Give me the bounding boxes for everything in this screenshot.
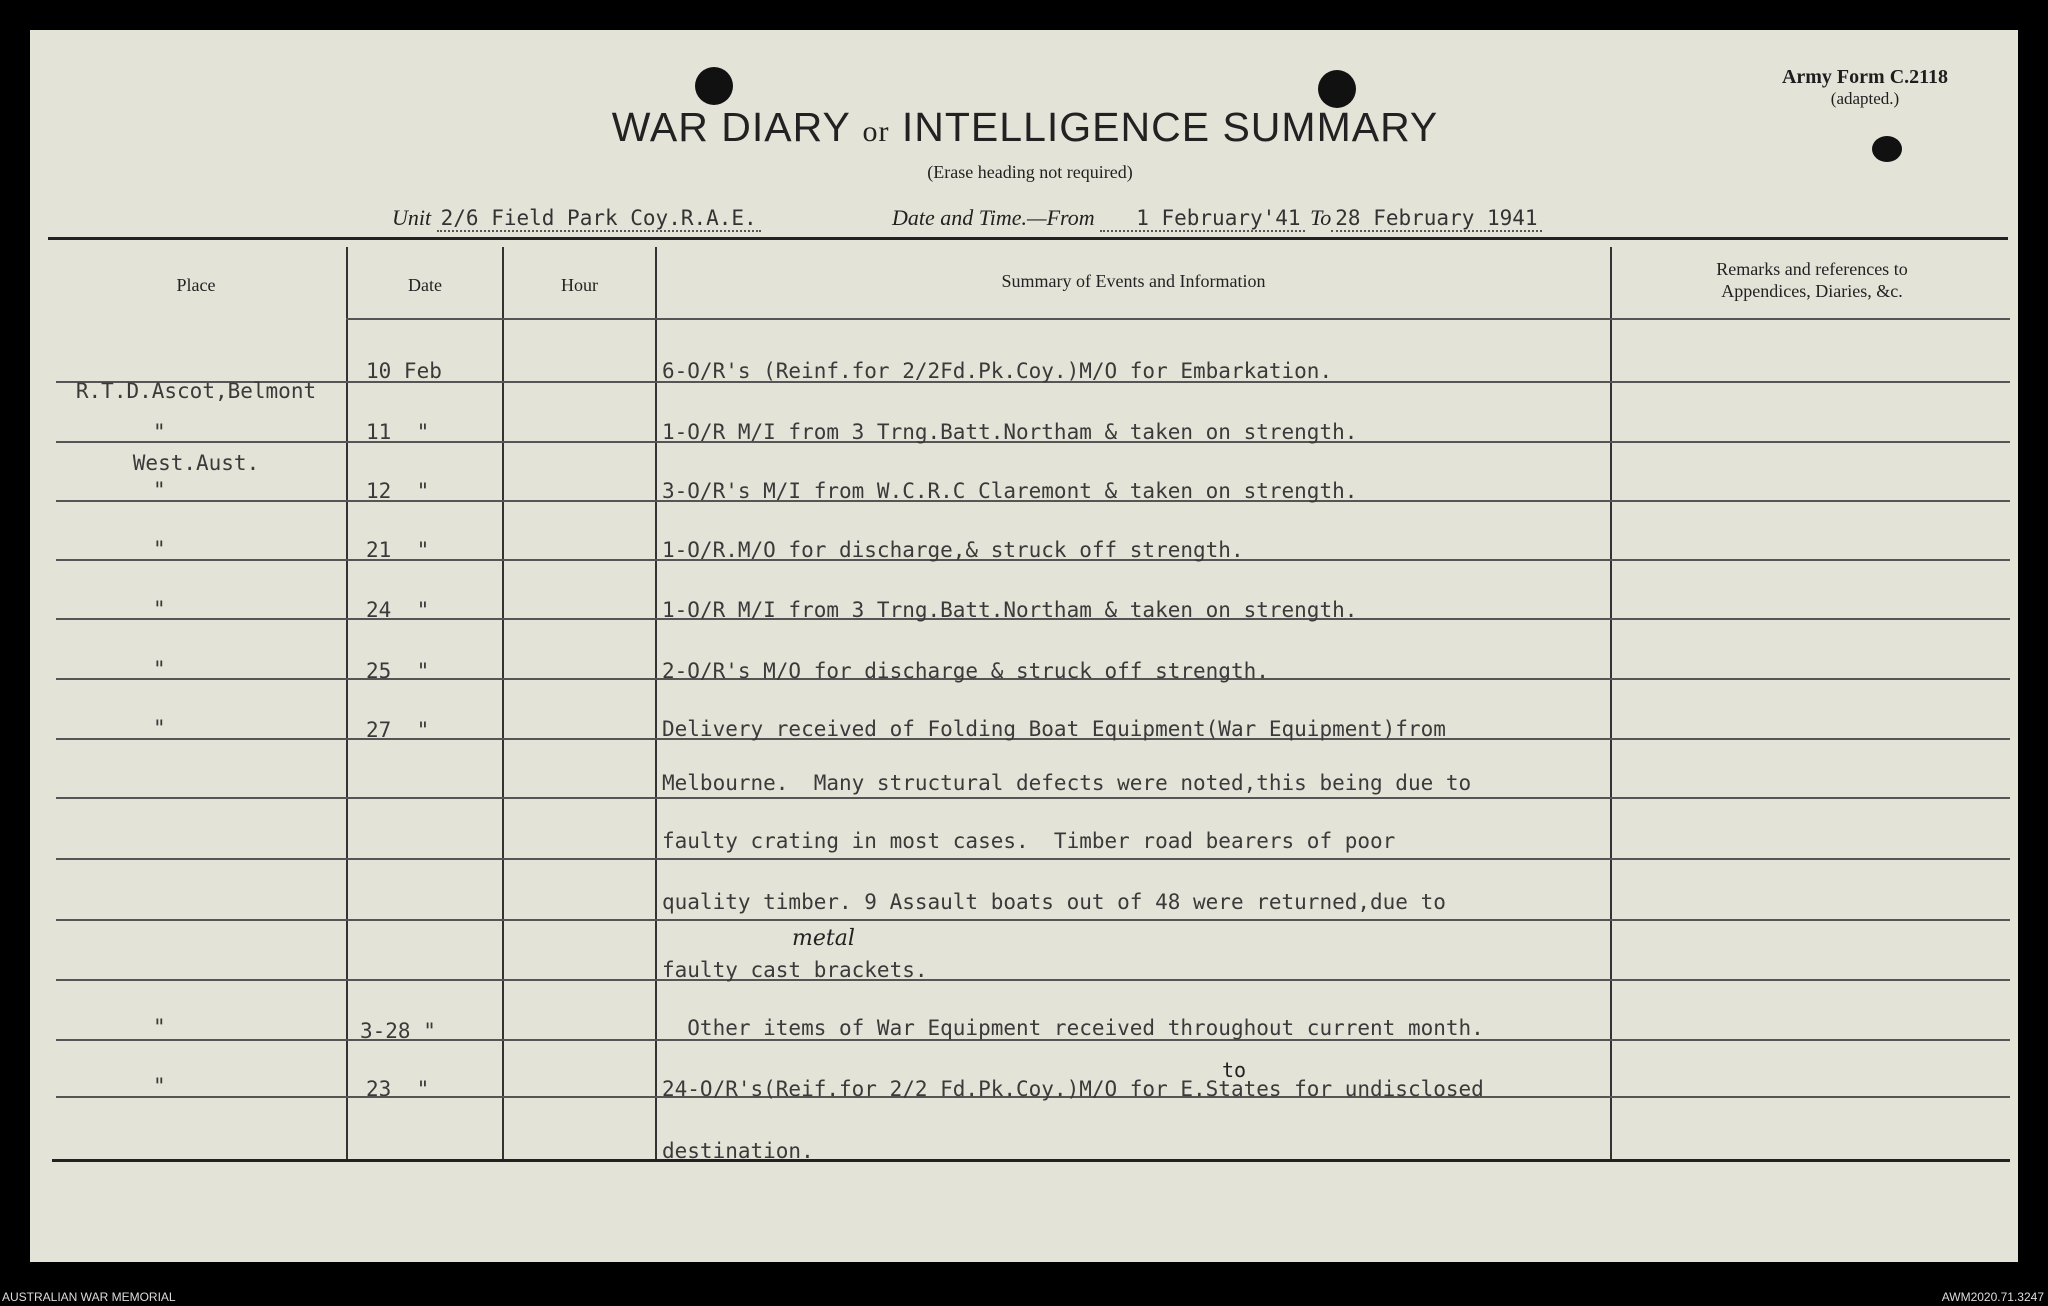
entry-place: " (153, 657, 166, 681)
title-or: or (862, 115, 890, 148)
entry-date: 12 " (366, 479, 430, 503)
entry-summary-line: faulty crating in most cases. Timber road bearers of poor (662, 829, 1396, 853)
page-title (560, 104, 1490, 151)
entry-summary-line: 24-O/R's(Reif.for 2/2 Fd.Pk.Coy.)M/O for E.States for undisclosed (662, 1077, 1484, 1101)
punch-hole-corner (1872, 136, 1902, 162)
date-to-value: 28 February 1941 (1331, 206, 1541, 232)
row-rule (56, 919, 2010, 921)
entry-date: 25 " (366, 659, 430, 683)
entry-date: 21 " (366, 538, 430, 562)
title-war-diary: WAR DIARY (611, 104, 851, 150)
unit-label: Unit (392, 205, 432, 230)
date-label: Date and Time.—From (892, 205, 1095, 230)
entry-place: " (153, 1074, 166, 1098)
entry-place: " (153, 420, 166, 444)
entry-date: 11 " (366, 420, 430, 444)
column-divider (1610, 247, 1612, 1159)
entry-place: " (153, 597, 166, 621)
entry-summary-line: quality timber. 9 Assault boats out of 48 were returned,due to (662, 890, 1446, 914)
entry-place-line2: West.Aust. (132, 451, 260, 475)
entry-summary-line: Melbourne. Many structural defects were noted,this being due to (662, 771, 1472, 795)
entry-summary: 1-O/R M/I from 3 Trng.Batt.Northam & taken on strength. (662, 420, 1358, 444)
entry-summary-line: destination. (662, 1139, 814, 1163)
column-header-place: Place (176, 275, 216, 295)
entry-date: 23 " (366, 1077, 430, 1101)
entry-summary: 2-O/R's M/O for discharge & struck off strength. (662, 659, 1269, 683)
column-header-summary: Summary of Events and Information (1001, 271, 1266, 291)
date-from-value: 1 February'41 (1100, 206, 1304, 232)
row-rule (56, 797, 2010, 799)
form-number (1740, 66, 1990, 110)
column-header-date: Date (408, 275, 442, 295)
remarks-header-line1: Remarks and references to (1716, 259, 1908, 279)
unit-value: 2/6 Field Park Coy.R.A.E. (437, 206, 761, 232)
row-rule (56, 979, 2010, 981)
date-range-line (892, 205, 1542, 231)
punch-hole-right (1318, 70, 1356, 108)
form-number-text: Army Form C.2118 (1781, 66, 1949, 88)
entry-date: 10 Feb (366, 359, 442, 383)
footer-catalogue-id: AWM2020.71.3247 (1941, 1290, 2044, 1304)
entry-place: " (153, 478, 166, 502)
page-subtitle: (Erase heading not required) (927, 162, 1133, 182)
title-intelligence-summary: INTELLIGENCE SUMMARY (901, 104, 1439, 150)
table-top-rule (48, 237, 2008, 240)
row-rule (56, 858, 2010, 860)
entry-summary: 1-O/R M/I from 3 Trng.Batt.Northam & taken on strength. (662, 598, 1358, 622)
entry-summary-line: Delivery received of Folding Boat Equipment(War Equipment)from (662, 717, 1446, 741)
column-header-hour: Hour (561, 275, 598, 295)
table-bottom-rule (52, 1159, 2010, 1162)
column-divider (502, 247, 504, 1159)
entry-summary: 6-O/R's (Reinf.for 2/2Fd.Pk.Coy.)M/O for Embarkation. (662, 359, 1333, 383)
entry-place: " (153, 716, 166, 740)
entry-summary: 1-O/R.M/O for discharge,& struck off strength. (662, 538, 1244, 562)
handwritten-insert-metal: metal (792, 926, 855, 951)
punch-hole-left (695, 67, 733, 105)
date-to-label: To (1310, 205, 1332, 230)
entry-place-line1: R.T.D.Ascot,Belmont (75, 379, 317, 403)
entry-place: " (153, 1015, 166, 1039)
column-divider (655, 247, 657, 1159)
unit-line (392, 205, 761, 231)
entry-summary-line: faulty cast brackets. (662, 958, 928, 982)
row-rule (346, 318, 2010, 320)
form-adapted-text: (adapted.) (1830, 89, 1900, 108)
entry-summary: 3-O/R's M/I from W.C.R.C Claremont & taken on strength. (662, 479, 1358, 503)
remarks-header-line2: Appendices, Diaries, &c. (1721, 281, 1903, 301)
column-divider (346, 247, 348, 1159)
entry-summary: Other items of War Equipment received throughout current month. (662, 1016, 1484, 1040)
entry-date: 3-28 " (360, 1019, 436, 1043)
entry-date: 24 " (366, 598, 430, 622)
handwritten-insert-to: to (1222, 1058, 1247, 1082)
entry-date: 27 " (366, 718, 430, 742)
entry-place: " (153, 537, 166, 561)
column-header-remarks (1612, 258, 2012, 302)
entry-place (46, 331, 346, 499)
footer-archive-name: AUSTRALIAN WAR MEMORIAL (2, 1290, 176, 1304)
